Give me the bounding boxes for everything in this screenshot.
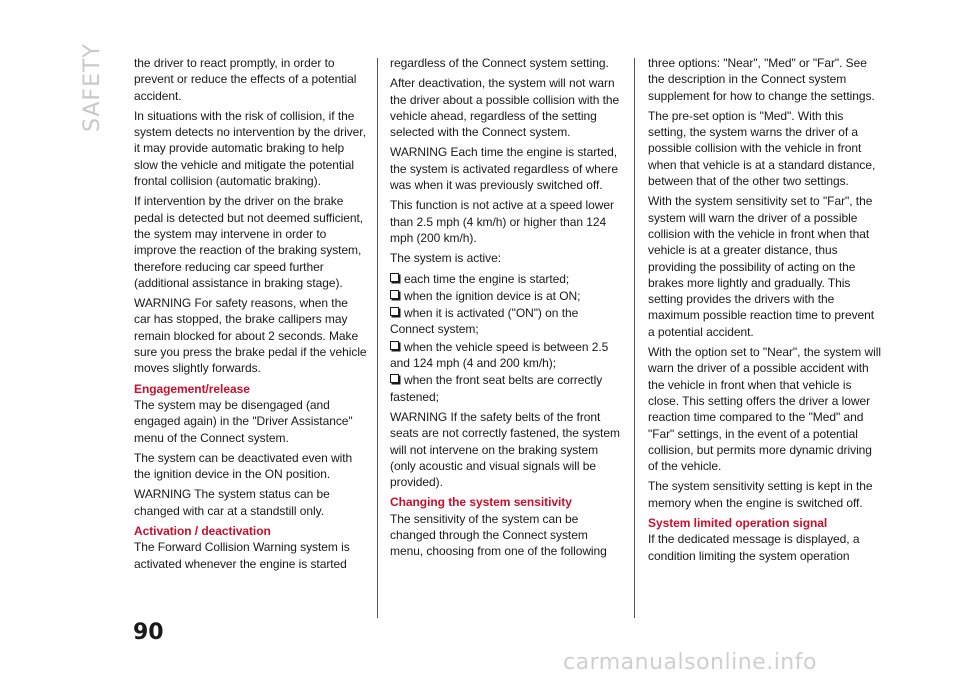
list-item [390,271,623,287]
list-item [390,288,623,304]
paragraph: The system can be deactivated even with the ignition device in the ON position. [134,450,353,482]
list-item-text: when it is activated ("ON") on the Connect system; [390,306,579,337]
paragraph: If intervention by the driver on the brake pedal is detected but not deemed sufficient, the system may intervene in order to improve the reaction of the braking system, therefore reducing car speed further (additional assistance in braking stage). [134,194,364,290]
text-column-2 [390,55,623,564]
list-item-text: each time the engine is started; [404,271,570,286]
section-heading: System limited operation signal [648,516,828,531]
section-tab: SAFETY [80,43,105,132]
paragraph: The system may be disengaged (and engaged again) in the "Driver Assistance" menu of the Connect system. [134,397,353,445]
paragraph: three options: "Near", "Med" or "Far". See the description in the Connect system supplement for how to change the settings. [648,56,875,103]
column-divider [377,58,378,618]
checkbox-bullet-icon [390,290,399,299]
paragraph: This function is not active at a speed lower than 2.5 mph (4 km/h) or higher than 124 mph (200 km/h). [390,198,614,245]
section-heading: Engagement/release [134,381,250,396]
warning-paragraph: WARNING For safety reasons, when the car has stopped, the brake callipers may remain blocked for about 2 seconds. Make sure you press the brake pedal if the vehicle moves slightly forwards. [134,296,367,376]
checkbox-bullet-icon [390,307,399,316]
paragraph: The pre-set option is "Med". With this setting, the system warns the driver of a possible collision with the vehicle in front when that vehicle is at a standard distance, between that of the other two settings. [648,108,876,189]
list-item [390,372,623,405]
checkbox-bullet-icon [390,273,399,282]
list-item-text: when the vehicle speed is between 2.5 and 124 mph (4 and 200 km/h); [390,339,609,371]
paragraph: The Forward Collision Warning system is activated whenever the engine is started [134,540,350,571]
warning-paragraph: WARNING If the safety belts of the front seats are not correctly fastened, the system will not intervene on the braking system (only acoustic and visual signals will be provided). [390,409,620,490]
warning-paragraph: WARNING Each time the engine is started, the system is activated regardless of where was when it was previously switched off. [390,145,618,193]
paragraph: If the dedicated message is displayed, a condition limiting the system operation [648,532,860,563]
paragraph: The system is active: [390,251,501,266]
text-column-1 [134,55,367,576]
paragraph: the driver to react promptly, in order to prevent or reduce the effects of a potential accident. [134,56,357,103]
list-item-text: when the front seat belts are correctly fastened; [390,373,603,404]
warning-paragraph: WARNING The system status can be changed with car at a standstill only. [134,487,330,518]
paragraph: With the system sensitivity set to "Far", the system will warn the driver of a possible collision with the vehicle in front when that vehicle is at a greater distance, thus providing the possibility of acting on the brakes more lightly and gradually. This setting provides the drivers with the maximum possible reaction time to prevent a potential accident. [648,194,875,339]
paragraph: The sensitivity of the system can be changed through the Connect system menu, choosing from one of the following [390,511,607,559]
watermark: carmanualsonline.info [563,650,817,675]
column-divider [634,58,635,618]
paragraph: The system sensitivity setting is kept in the memory when the engine is switched off. [648,479,873,510]
paragraph: In situations with the risk of collision, if the system detects no intervention by the driver, it may provide automatic braking to help slow the vehicle and mitigate the potential frontal collision (automatic braking). [134,108,366,189]
section-heading: Activation / deactivation [134,524,271,539]
paragraph: With the option set to "Near", the system will warn the driver of a possible accident with the vehicle in front when that vehicle is close. This setting offers the driver a lower reaction time compared to the "Med" and "Far" settings, in the event of a potential collision, but permits more dynamic driving of the vehicle. [648,345,881,474]
checkbox-bullet-icon [390,341,399,350]
paragraph: regardless of the Connect system setting. [390,56,609,70]
page-number: 90 [133,620,164,645]
list-item [390,339,623,372]
condition-list [390,271,623,405]
text-column-3 [648,55,881,568]
list-item-text: when the ignition device is at ON; [404,288,581,303]
list-item [390,305,623,338]
section-heading: Changing the system sensitivity [390,495,572,510]
checkbox-bullet-icon [390,374,399,383]
paragraph: After deactivation, the system will not warn the driver about a possible collision with the vehicle ahead, regardless of the setting selected with the Connect system. [390,76,620,140]
